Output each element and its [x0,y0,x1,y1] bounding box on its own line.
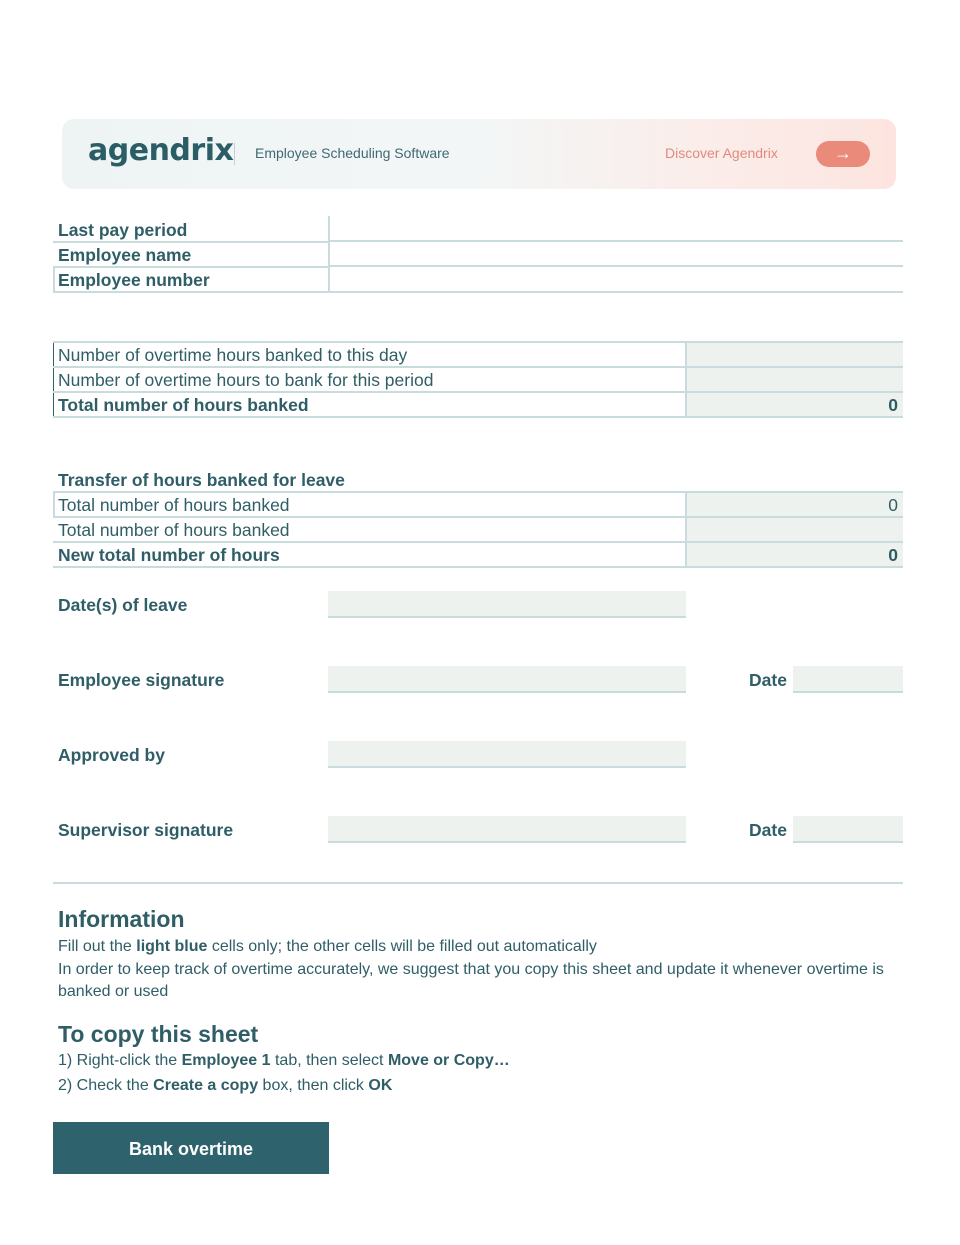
transfer-hours-label: Total number of hours banked [58,520,290,540]
information-title: Information [58,906,185,932]
supervisor-signature-underline [328,841,686,843]
copy-step-1-c: tab, then select [270,1052,388,1069]
approved-by-underline [328,766,686,768]
to-bank-period-input[interactable] [687,368,903,391]
information-line-2: In order to keep track of overtime accurately, we suggest that you copy this sheet and update it whenever overtime is banked or used [58,961,884,1000]
employee-block-left-edge [53,266,55,292]
banner-divider [234,143,235,165]
information-line-1-post: cells only; the other cells will be filled out automatically [207,938,597,955]
last-pay-period-label: Last pay period [58,220,188,240]
employee-signature-underline [328,691,686,693]
copy-step-2-c: box, then click [258,1077,369,1094]
row-divider [53,266,329,268]
section-divider [53,882,903,884]
bank-overtime-button[interactable]: Bank overtime [53,1122,329,1174]
supervisor-date-input[interactable] [793,816,903,841]
banked-to-day-input[interactable] [687,343,903,366]
information-line-1-bold: light blue [136,938,208,955]
copy-step-1-b: Employee 1 [181,1052,271,1069]
arrow-right-icon[interactable]: → [816,141,870,167]
supervisor-signature-input[interactable] [328,816,686,841]
copy-step-1-d: Move or Copy… [387,1052,510,1069]
approved-by-label: Approved by [58,745,165,765]
last-pay-period-field[interactable] [330,240,903,242]
copy-title: To copy this sheet [58,1021,259,1047]
supervisor-date-label: Date [749,820,787,840]
total-banked-value: 0 [888,395,898,415]
discover-agendrix-link[interactable]: Discover Agendrix [665,145,778,161]
employee-name-label: Employee name [58,245,192,265]
copy-step-1-a: 1) Right-click the [58,1052,182,1069]
employee-number-label: Employee number [58,270,210,290]
copy-step-2-d: OK [368,1077,393,1094]
banner-tagline: Employee Scheduling Software [255,145,450,161]
row-divider [53,566,903,568]
row-divider [53,291,903,293]
approved-by-input[interactable] [328,741,686,766]
supervisor-signature-label: Supervisor signature [58,820,234,840]
employee-date-underline [793,691,903,693]
employee-name-field[interactable] [330,265,903,267]
employee-block-divider [328,216,330,292]
information-line-1-pre: Fill out the [58,938,137,955]
supervisor-date-underline [793,841,903,843]
hours-block-left-edge [53,342,54,417]
dates-of-leave-underline [328,616,686,618]
copy-step-1 [58,1050,510,1072]
banked-to-day-label: Number of overtime hours banked to this day [58,345,408,365]
transfer-total-banked-label: Total number of hours banked [58,495,290,515]
agendrix-logo: agendrix [88,133,234,168]
employee-date-label: Date [749,670,787,690]
transfer-title: Transfer of hours banked for leave [58,470,345,490]
to-bank-period-label: Number of overtime hours to bank for this period [58,370,434,390]
copy-step-2-a: 2) Check the [58,1077,154,1094]
new-total-label: New total number of hours [58,545,280,565]
total-banked-label: Total number of hours banked [58,395,309,415]
information-line-1 [58,936,597,958]
dates-of-leave-label: Date(s) of leave [58,595,188,615]
copy-step-2-b: Create a copy [153,1077,259,1094]
agendrix-banner[interactable] [62,119,896,189]
dates-of-leave-input[interactable] [328,591,686,616]
employee-date-input[interactable] [793,666,903,691]
transfer-left-edge [53,491,55,517]
transfer-total-banked-value: 0 [888,495,898,515]
row-divider [53,416,903,418]
row-divider [53,241,329,243]
employee-signature-label: Employee signature [58,670,225,690]
employee-signature-input[interactable] [328,666,686,691]
new-total-value: 0 [888,545,898,565]
transfer-hours-input[interactable] [687,518,903,541]
copy-step-2 [58,1075,392,1097]
